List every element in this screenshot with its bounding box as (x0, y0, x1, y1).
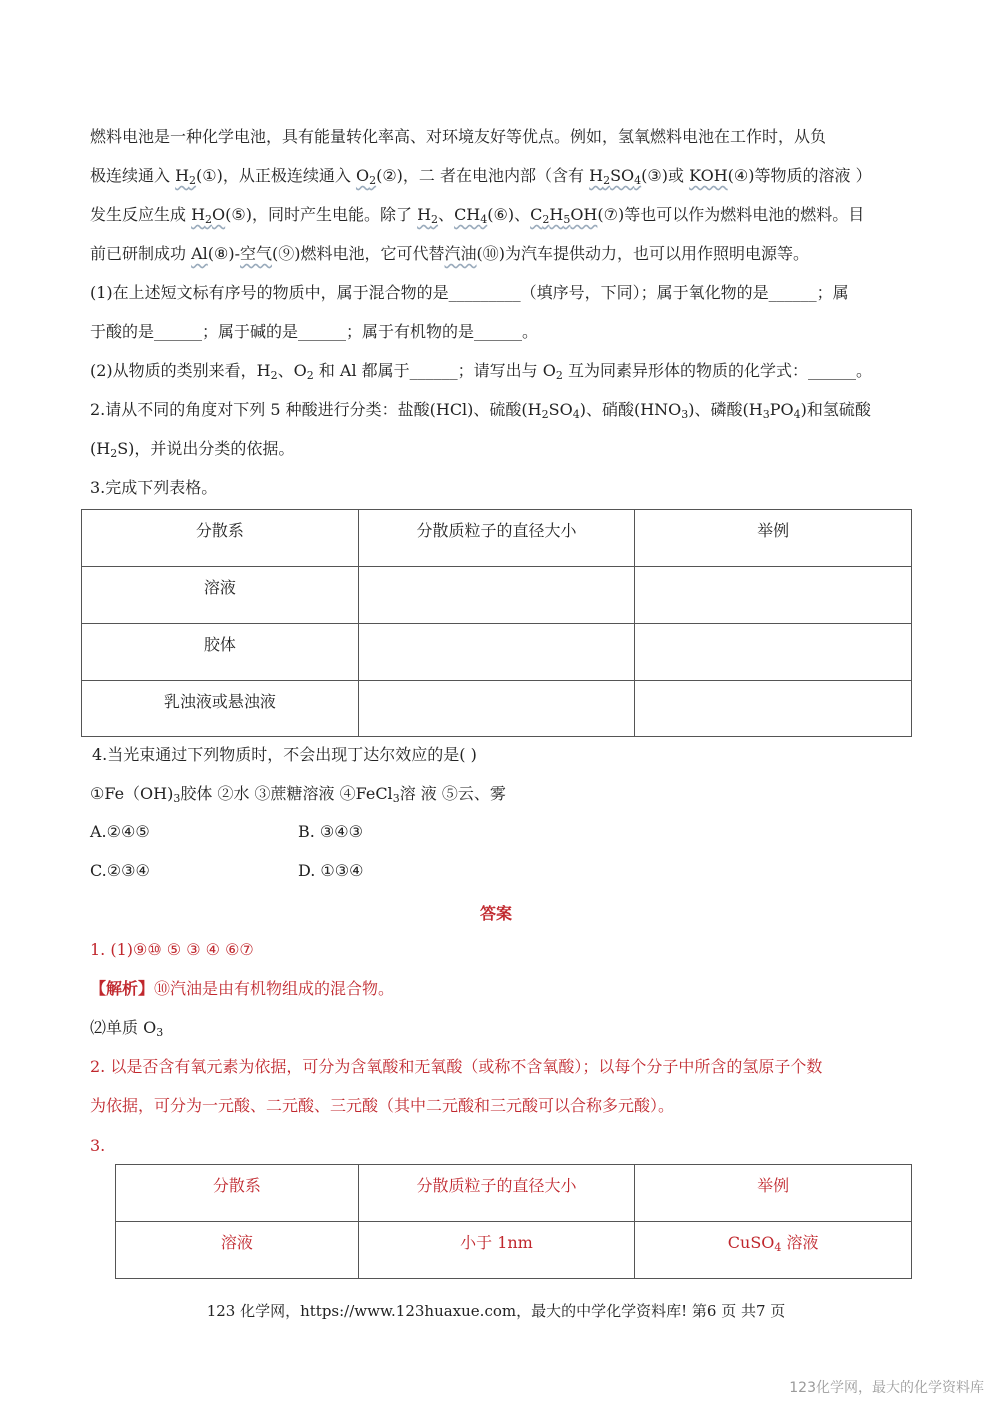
q4-option-d[interactable]: D. ①③④ (298, 861, 364, 880)
table-header: 举例 (635, 1165, 912, 1222)
q4-option-c[interactable]: C.②③④ (90, 861, 150, 880)
q3-table (81, 509, 912, 737)
answer-1-part2: ⑵单质 $O_3$ (90, 1018, 164, 1039)
q1-part2: (2)从物质的类别来看，$H_2$、$O_2$ 和 Al 都属于______；请写出与 $O_2$ 互为同素异形体的物质的化学式：______。 (90, 361, 872, 382)
table-cell-empty[interactable] (358, 624, 635, 681)
table-cell: 小于 1nm (358, 1222, 635, 1279)
table-cell: CuSO$_4$ 溶液 (635, 1222, 912, 1279)
q3-title: 3.完成下列表格。 (90, 478, 218, 497)
q1-line-4: 前已研制成功 Al(⑧)-空气(⑨)燃料电池，它可代替汽油(⑩)为汽车提供动力，也可以用作照明电源等。 (90, 244, 810, 263)
answer-3-table (115, 1164, 912, 1279)
q4-option-b[interactable]: B. ③④③ (298, 822, 363, 841)
answer-1: 1. (1)⑨⑩ ⑤ ③ ④ ⑥⑦ (90, 940, 254, 959)
q4-items: $①Fe(OH)_3$胶体 ②水 ③蔗糖溶液 ④FeCl$_3$溶 液 ⑤云、雾 (90, 784, 506, 805)
q4-stem: 4.当光束通过下列物质时，不会出现丁达尔效应的是( ) (92, 745, 477, 764)
answer-3-label: 3. (90, 1136, 106, 1155)
page-footer: 123 化学网，https://www.123huaxue.com，最大的中学化学资料库! 第6 页 共7 页 (206, 1302, 786, 1320)
q4-option-a[interactable]: A.②④⑤ (90, 822, 150, 841)
table-header: 分散质粒子的直径大小 (358, 510, 635, 567)
table-cell: 溶液 (116, 1222, 359, 1279)
q2-line-1: 2.请从不同的角度对下列 5 种酸进行分类：盐酸(HCl)、硫酸$(H_2SO_4)$、硝酸$(HNO_3)$、磷酸$(H_3PO_4)$和氢硫酸 (90, 400, 871, 421)
table-header: 分散质粒子的直径大小 (358, 1165, 635, 1222)
table-cell-empty[interactable] (358, 567, 635, 624)
q1-line-2: 极连续通入 $H_2(①)$，从正极连续通入 $O_2(②)$，二 者在电池内部（含有 $H_2SO_4(③)$或 KOH(④)等物质的溶液 ） (90, 166, 872, 187)
q1-line-1: 燃料电池是一种化学电池，具有能量转化率高、对环境友好等优点。例如，氢氧燃料电池在工作时，从负 (90, 127, 827, 146)
table-cell: 乳浊液或悬浊液 (82, 681, 359, 737)
q1-part1-line-2: 于酸的是______；属于碱的是______；属于有机物的是______。 (90, 322, 539, 341)
answer-2-line-2: 为依据，可分为一元酸、二元酸、三元酸（其中二元酸和三元酸可以合称多元酸）。 (90, 1096, 675, 1115)
table-cell-empty[interactable] (358, 681, 635, 737)
table-cell: 胶体 (82, 624, 359, 681)
q1-part1-line-1: (1)在上述短文标有序号的物质中，属于混合物的是_________（填序号，下同）；属于氧化物的是______；属 (90, 283, 849, 302)
q1-line-3: 发生反应生成 $H_2O(⑤)$，同时产生电能。除了 $H_2$、$CH_4(⑥)$、$C_2H_5OH(⑦)$等也可以作为燃料电池的燃料。目 (90, 205, 865, 226)
q2-line-2: $(H_2S)$，并说出分类的依据。 (90, 439, 295, 460)
answer-2-line-1: 2. 以是否含有氧元素为依据，可分为含氧酸和无氧酸（或称不含氧酸）；以每个分子中所含的氢原子个数 (90, 1057, 823, 1076)
table-cell-empty[interactable] (635, 624, 912, 681)
watermark: 123化学网，最大的化学资料库 (789, 1380, 984, 1396)
table-header: 举例 (635, 510, 912, 567)
table-cell-empty[interactable] (635, 567, 912, 624)
answers-title: 答案 (479, 904, 512, 923)
table-header: 分散系 (82, 510, 359, 567)
table-header: 分散系 (116, 1165, 359, 1222)
table-cell: 溶液 (82, 567, 359, 624)
answer-1-note: 【解析】⑩汽油是由有机物组成的混合物。 (90, 979, 395, 998)
table-cell-empty[interactable] (635, 681, 912, 737)
